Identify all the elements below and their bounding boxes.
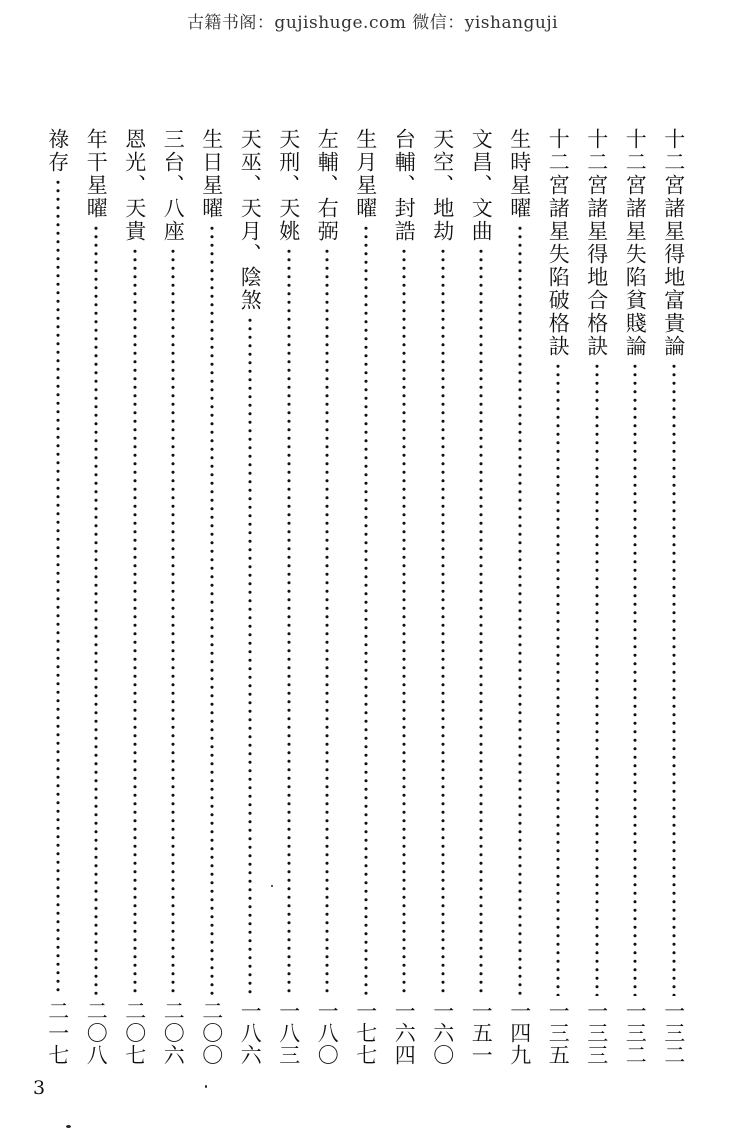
dot-leader (56, 178, 60, 996)
toc-entry[interactable] (77, 128, 116, 1066)
toc-entry-title: 左輔、右弼 (315, 128, 340, 243)
dot-leader (479, 247, 483, 996)
toc-entry-page: 一五一 (469, 1000, 494, 1066)
toc-entry-page: 二〇六 (161, 1000, 186, 1066)
toc-entry[interactable] (231, 128, 270, 1066)
toc-entry[interactable] (39, 128, 78, 1066)
dot-leader (595, 362, 599, 996)
toc-entry[interactable] (616, 128, 655, 1066)
scan-speck (271, 885, 273, 887)
toc-entry[interactable] (578, 128, 617, 1066)
toc-entry-title: 生時星曜 (507, 128, 532, 220)
scan-speck (205, 1085, 207, 1088)
toc-entry-page: 一四九 (507, 1000, 532, 1066)
dot-leader (171, 247, 175, 996)
toc-entry-title: 天刑、天姚 (276, 128, 301, 243)
toc-entry-title: 天空、地劫 (430, 128, 455, 243)
toc-entry-page: 二一七 (45, 1000, 70, 1066)
toc-entry[interactable] (270, 128, 309, 1066)
toc-entry-title: 天巫、天月、陰煞 (238, 128, 263, 312)
toc-entry-page: 一八三 (276, 1000, 301, 1066)
toc-entry-title: 三台、八座 (161, 128, 186, 243)
toc-entry-title: 生日星曜 (199, 128, 224, 220)
dot-leader (133, 247, 137, 996)
toc-entry[interactable] (424, 128, 463, 1066)
toc-entry-page: 一八〇 (315, 1000, 340, 1066)
toc-entry[interactable] (385, 128, 424, 1066)
toc-entry-title: 年干星曜 (84, 128, 109, 220)
toc-entry-page: 一三二 (623, 1000, 648, 1066)
toc-entry-page: 一三五 (546, 1000, 571, 1066)
toc-entry[interactable] (193, 128, 232, 1066)
toc-entry[interactable] (347, 128, 386, 1066)
dot-leader (633, 362, 637, 996)
dot-leader (210, 224, 214, 996)
toc-entry[interactable] (539, 128, 578, 1066)
dot-leader (287, 247, 291, 996)
dot-leader (402, 247, 406, 996)
toc-entry-title: 十二宮諸星失陷破格訣 (546, 128, 571, 358)
toc-entry-title: 台輔、封誥 (392, 128, 417, 243)
dot-leader (672, 362, 676, 996)
toc-entry-page: 一三二 (661, 1000, 686, 1066)
toc-entry-title: 十二宮諸星失陷貧賤論 (623, 128, 648, 358)
dot-leader (556, 362, 560, 996)
toc-entry-page: 一七七 (353, 1000, 378, 1066)
toc-entry-page: 一八六 (238, 1000, 263, 1066)
toc-entry-title: 十二宮諸星得地合格訣 (584, 128, 609, 358)
toc-entry-page: 二〇八 (84, 1000, 109, 1066)
toc-entry-title: 文昌、文曲 (469, 128, 494, 243)
toc-entry-page: 一六〇 (430, 1000, 455, 1066)
toc-entry-page: 一三三 (584, 1000, 609, 1066)
dot-leader (441, 247, 445, 996)
toc-entry-title: 恩光、天貴 (122, 128, 147, 243)
dot-leader (325, 247, 329, 996)
toc-entry-title: 十二宮諸星得地富貴論 (661, 128, 686, 358)
toc-entry[interactable] (116, 128, 155, 1066)
dot-leader (364, 224, 368, 996)
toc-entry[interactable] (501, 128, 540, 1066)
toc-entry-page: 二〇七 (122, 1000, 147, 1066)
toc-entry[interactable] (154, 128, 193, 1066)
toc-entry-page: 二〇〇 (199, 1000, 224, 1066)
page-number: 3 (33, 1077, 46, 1099)
toc-entry[interactable] (462, 128, 501, 1066)
toc-entry-title: 生月星曜 (353, 128, 378, 220)
toc-entry[interactable] (308, 128, 347, 1066)
toc-entry-page: 一六四 (392, 1000, 417, 1066)
toc-entry-title: 祿存 (45, 128, 70, 174)
table-of-contents (39, 128, 694, 1066)
dot-leader (518, 224, 522, 996)
toc-entry[interactable] (655, 128, 694, 1066)
watermark-text: 古籍书阁：gujishuge.com 微信：yishanguji (186, 13, 559, 33)
dot-leader (248, 316, 252, 996)
dot-leader (94, 224, 98, 996)
scan-speck (66, 1125, 71, 1128)
